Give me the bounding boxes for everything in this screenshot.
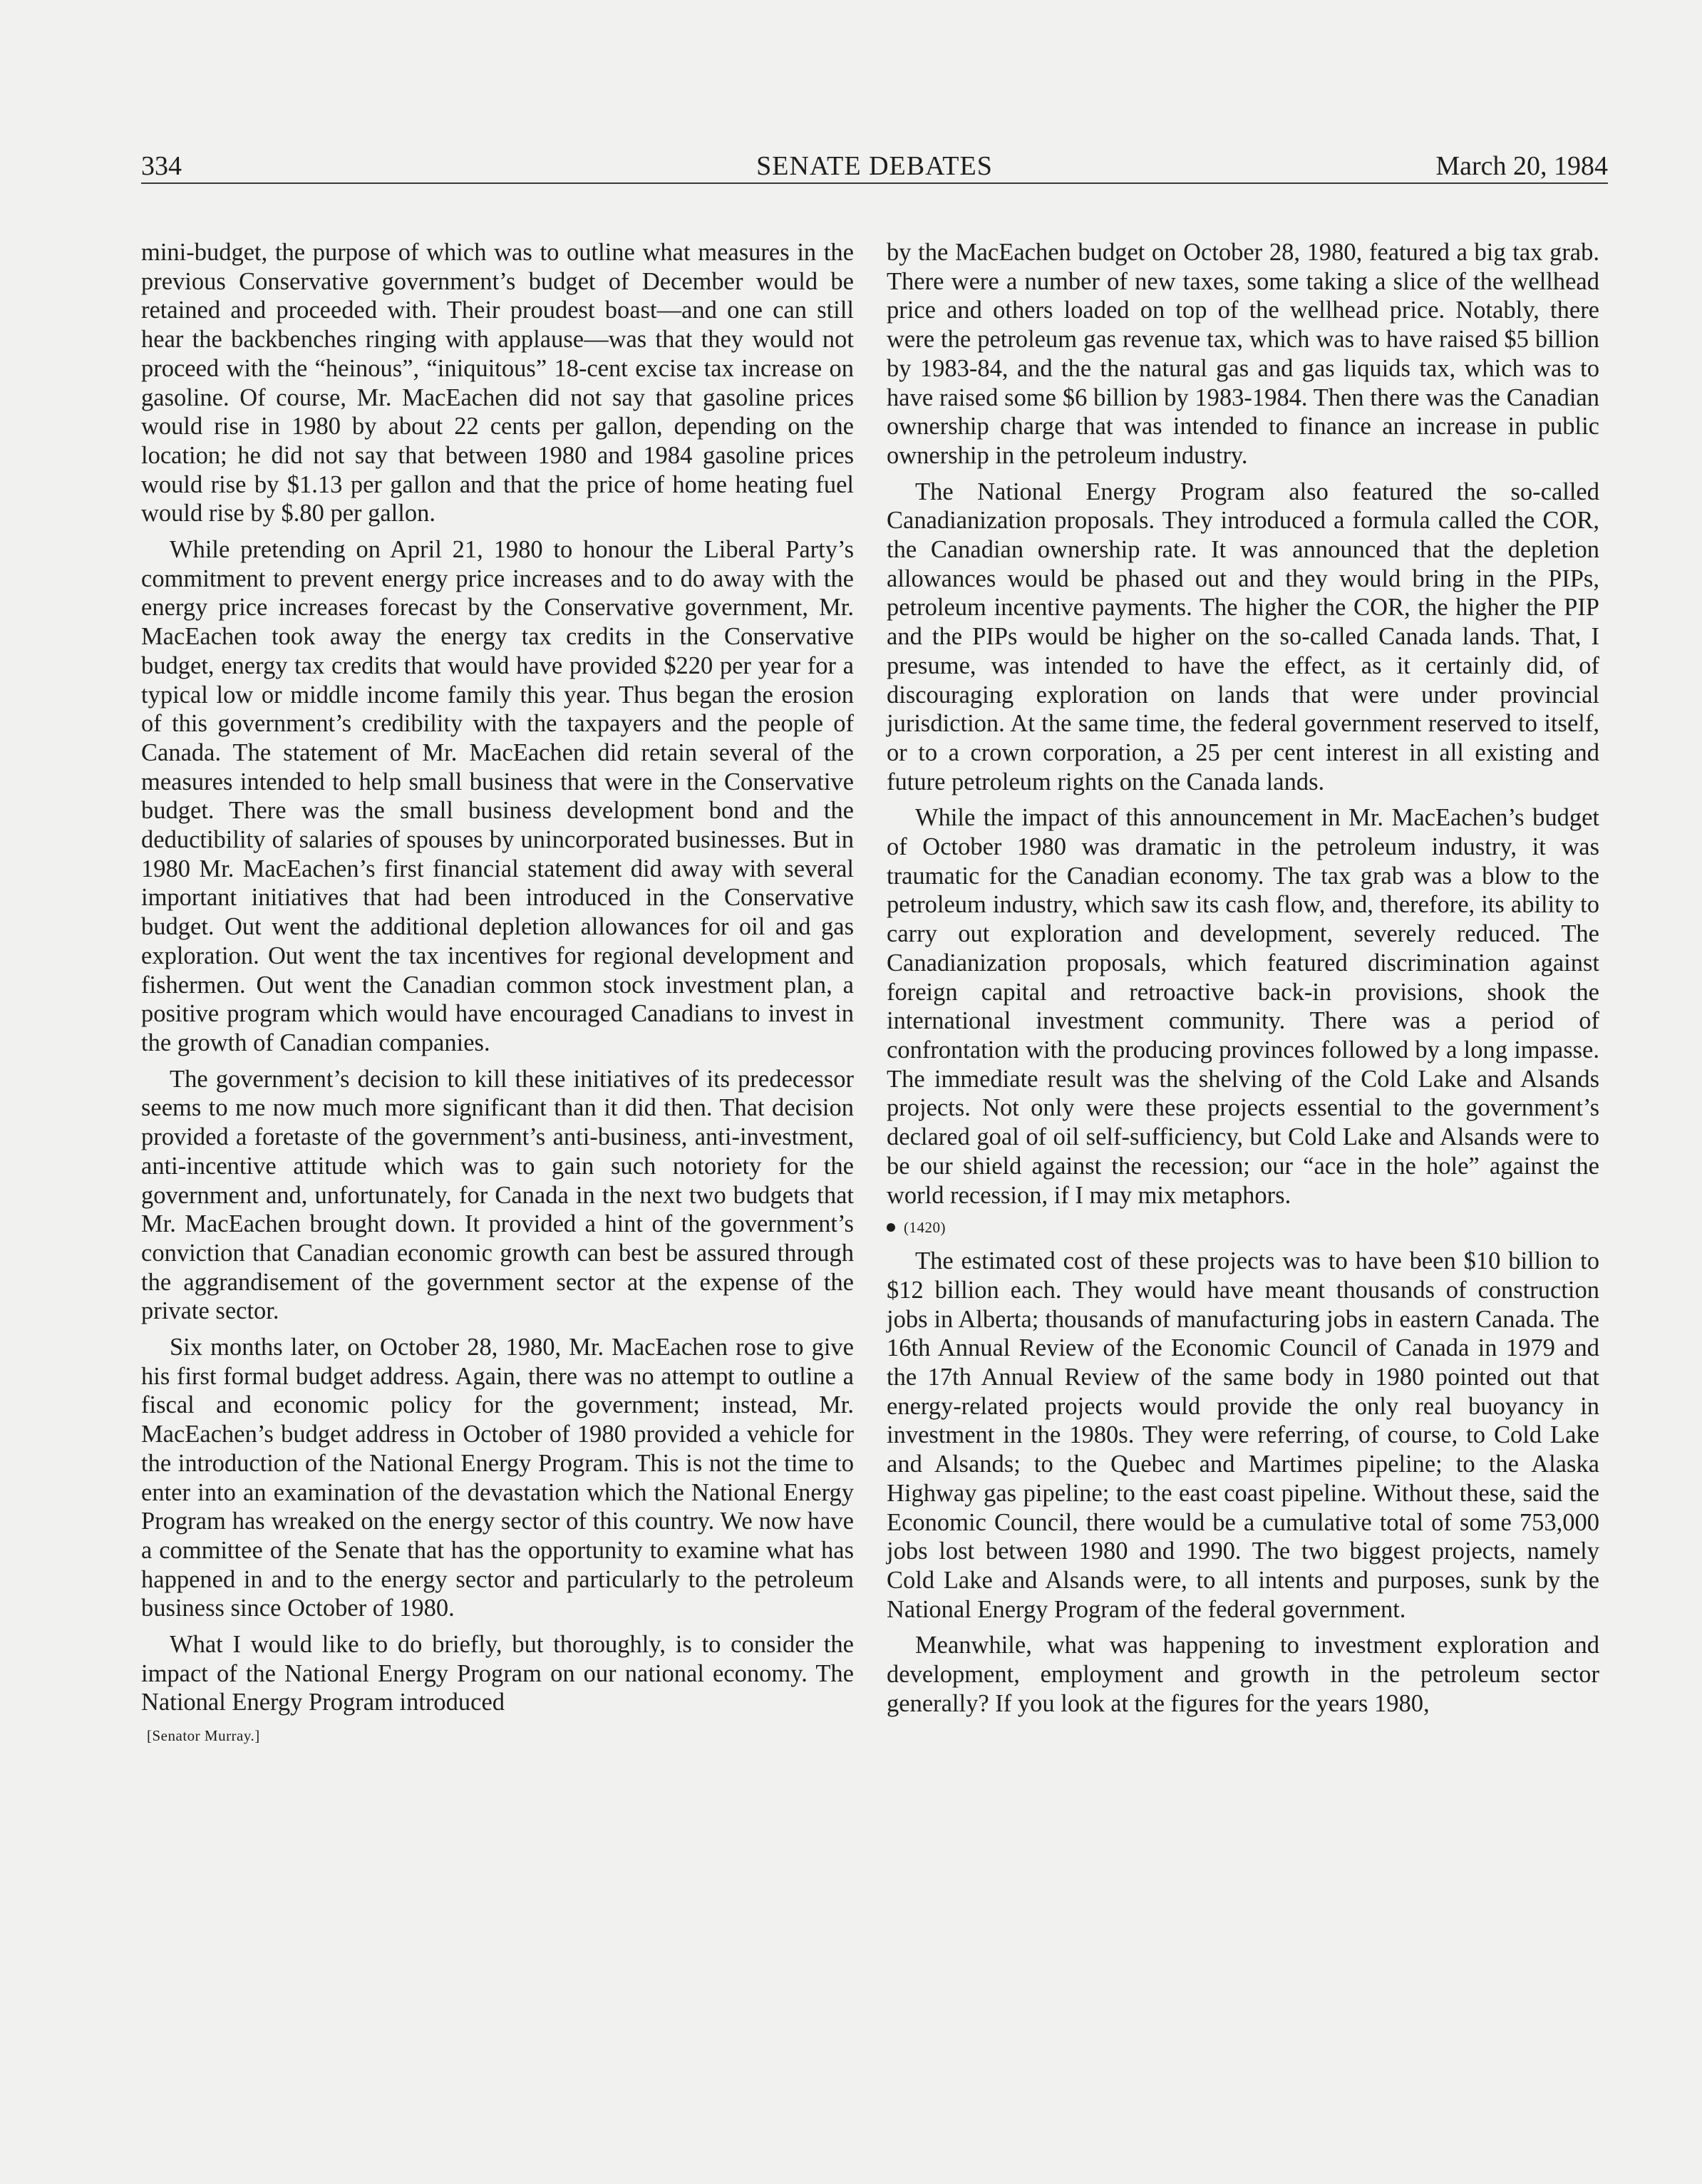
page-date: March 20, 1984: [1435, 151, 1608, 181]
bullet-icon: [887, 1223, 895, 1232]
paragraph: Six months later, on October 28, 1980, Mr. MacEachen rose to give his first formal budget address. Again, there was no attempt to outline a fiscal and economic policy for the government; instead, Mr. MacEachen’s budget address in October of 1980 provided a vehicle for the introduction of the National Energy Program. This is not the time to enter into an examination of the devastation which the National Energy Program has wreaked on the energy sector of this country. We now have a committee of the Senate that has the opportunity to examine what has happened in and to the energy sector and particularly to the petroleum business since October of 1980.: [141, 1334, 854, 1622]
time-marker-label: (1420): [904, 1219, 946, 1237]
time-marker: [887, 1217, 1599, 1238]
paragraph: The National Energy Program also featured the so-called Canadianization proposals. They introduced a formula called the COR, the Canadian ownership rate. It was announced that the depletion allowances would be phased out and they would bring in the PIPs, petroleum incentive payments. The higher the COR, the higher the PIP and the PIPs would be higher on the so-called Canada lands. That, I presume, was intended to have the effect, as it certainly did, of discouraging exploration on lands that were under provincial jurisdiction. At the same time, the federal government reserved to itself, or to a crown corporation, a 25 per cent interest in all existing and future petroleum rights on the Canada lands.: [887, 478, 1599, 795]
paragraph: mini-budget, the purpose of which was to outline what measures in the previous Conservative government’s budget of December would be retained and proceeded with. Their proudest boast—and one can still hear the backbenches ringing with applause—was that they would not proceed with the “heinous”, “iniquitous” 18-cent excise tax increase on gasoline. Of course, Mr. MacEachen did not say that gasoline prices would rise in 1980 by about 22 cents per gallon, depending on the location; he did not say that between 1980 and 1984 gasoline prices would rise by $1.13 per gallon and that the price of home heating fuel would rise by $.80 per gallon.: [141, 239, 854, 527]
publication-title: SENATE DEBATES: [756, 151, 993, 181]
paragraph: The estimated cost of these projects was to have been $10 billion to $12 billion each. They would have meant thousands of construction jobs in Alberta; thousands of manufacturing jobs in eastern Canada. The 16th Annual Review of the Economic Council of Canada in 1979 and the 17th Annual Review of the same body in 1980 pointed out that energy-related projects would provide the only real buoyancy in investment in the 1980s. They were referring, of course, to Cold Lake and Alsands; to the Quebec and Martimes pipeline; to the Alaska Highway gas pipeline; to the east coast pipeline. Without these, said the Economic Council, there would be a cumulative total of some 753,000 jobs lost between 1980 and 1990. The two biggest projects, namely Cold Lake and Alsands were, to all intents and purposes, sunk by the National Energy Program of the federal government.: [887, 1247, 1599, 1623]
page-number: 334: [141, 151, 182, 181]
paragraph: While pretending on April 21, 1980 to honour the Liberal Party’s commitment to prevent energy price increases and to do away with the energy price increases forecast by the Conservative government, Mr. MacEachen took away the energy tax credits in the Conservative budget, energy tax credits that would have provided $220 per year for a typical low or middle income family this year. Thus began the erosion of this government’s credibility with the taxpayers and the people of Canada. The statement of Mr. MacEachen did retain several of the measures intended to help small business that were in the Conservative budget. There was the small business development bond and the deductibility of salaries of spouses by unincorporated businesses. But in 1980 Mr. MacEachen’s first financial statement did away with several important initiatives that had been introduced in the Conservative budget. Out went the additional depletion allowances for oil and gas exploration. Out went the tax incentives for regional development and fishermen. Out went the Canadian common stock investment plan, a positive program which would have encouraged Canadians to invest in the growth of Canadian companies.: [141, 536, 854, 1056]
paragraph: The government’s decision to kill these initiatives of its predecessor seems to me now much more significant than it did then. That decision provided a foretaste of the government’s anti-business, anti-investment, anti-incentive attitude which was to gain such notoriety for the government and, unfortunately, for Canada in the next two budgets that Mr. MacEachen brought down. It provided a hint of the government’s conviction that Canadian economic growth can best be assured through the aggrandisement of the government sector at the expense of the private sector.: [141, 1065, 854, 1325]
paragraph: While the impact of this announcement in Mr. MacEachen’s budget of October 1980 was dramatic in the petroleum industry, it was traumatic for the Canadian economy. The tax grab was a blow to the petroleum industry, which saw its cash flow, and, therefore, its ability to carry out exploration and development, severely reduced. The Canadianization proposals, which featured discrimination against foreign capital and retroactive back-in provisions, shook the international investment community. There was a period of confrontation with the producing provinces followed by a long impasse. The immediate result was the shelving of the Cold Lake and Alsands projects. Not only were these projects essential to the government’s declared goal of oil self-sufficiency, but Cold Lake and Alsands were to be our shield against the recession; our “ace in the hole” against the world recession, if I may mix metaphors.: [887, 804, 1599, 1209]
right-column: [887, 238, 1599, 1725]
paragraph: Meanwhile, what was happening to investment exploration and development, employment and growth in the petroleum sector generally? If you look at the figures for the years 1980,: [887, 1632, 1599, 1717]
left-column: [141, 238, 854, 1746]
paragraph: What I would like to do briefly, but thoroughly, is to consider the impact of the National Energy Program on our national economy. The National Energy Program introduced: [141, 1631, 854, 1716]
page-header: [141, 150, 1608, 184]
speaker-attribution: [Senator Murray.]: [147, 1727, 260, 1745]
paragraph: by the MacEachen budget on October 28, 1980, featured a big tax grab. There were a number of new taxes, some taking a slice of the wellhead price and others loaded on top of the wellhead price. Notably, there were the petroleum gas revenue tax, which was to have raised $5 billion by 1983-84, and the the natural gas and gas liquids tax, which was to have raised some $6 billion by 1983-1984. Then there was the Canadian ownership charge that was intended to finance an increase in public ownership in the petroleum industry.: [887, 239, 1599, 469]
